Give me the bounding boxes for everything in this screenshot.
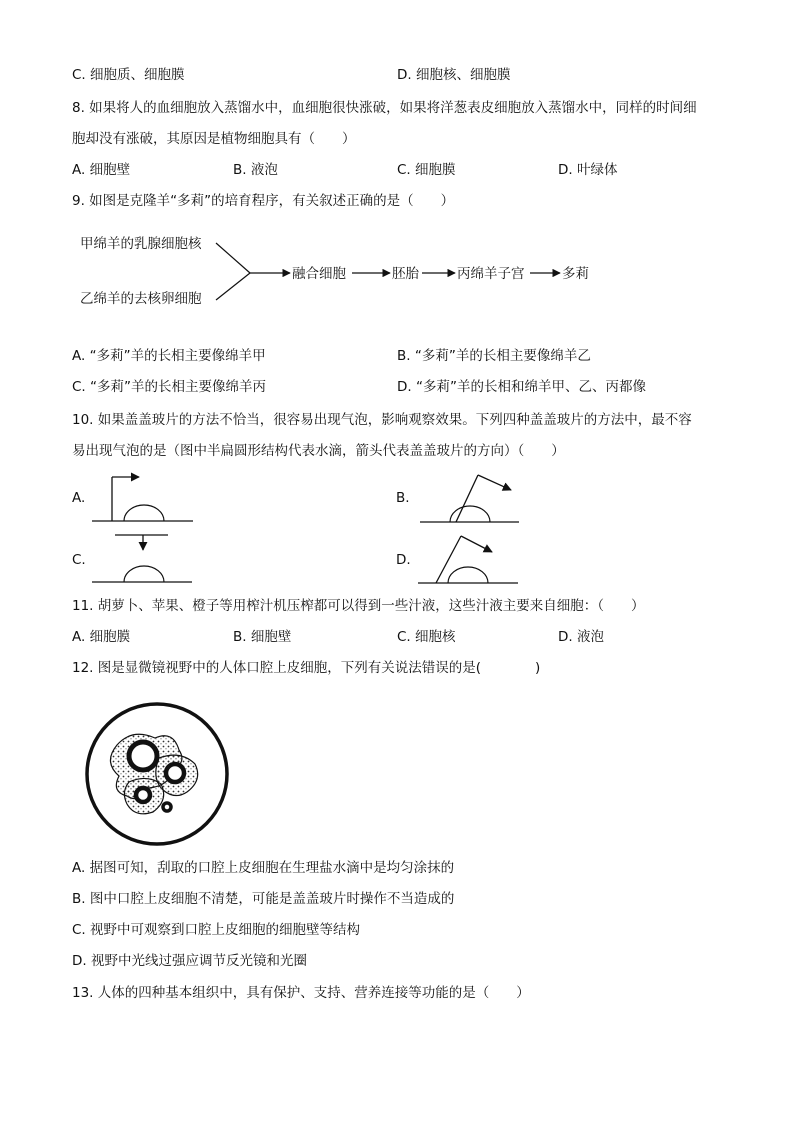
- diagram-source-2: 乙绵羊的去核卵细胞: [80, 291, 202, 307]
- q8-option-b: B. 液泡: [233, 162, 278, 178]
- q10-stem-line1: 10. 如果盖盖玻片的方法不恰当，很容易出现气泡，影响观察效果。下列四种盖盖玻片的方法中，最不容: [72, 412, 692, 428]
- q8-stem-line1: 8. 如果将人的血细胞放入蒸馏水中，血细胞很快涨破，如果将洋葱表皮细胞放入蒸馏水中，同样的时间细: [72, 100, 697, 116]
- q11-option-c: C. 细胞核: [397, 629, 456, 645]
- q9-option-d: D. “多莉”羊的长相和绵羊甲、乙、丙都像: [397, 379, 646, 395]
- q12-option-a: A. 据图可知，刮取的口腔上皮细胞在生理盐水滴中是均匀涂抹的: [72, 860, 455, 876]
- q9-option-b: B. “多莉”羊的长相主要像绵羊乙: [397, 348, 591, 364]
- q12-option-c: C. 视野中可观察到口腔上皮细胞的细胞壁等结构: [72, 922, 361, 938]
- q8-stem-line2: 胞却没有涨破，其原因是植物细胞具有（ ）: [72, 131, 356, 147]
- q7-option-c: C. 细胞质、细胞膜: [72, 67, 185, 83]
- cloning-flow-diagram: [0, 228, 794, 338]
- q13-stem: 13. 人体的四种基本组织中，具有保护、支持、营养连接等功能的是（ ）: [72, 985, 530, 1001]
- coverslip-methods-figure: [0, 468, 794, 588]
- q9-option-a: A. “多莉”羊的长相主要像绵羊甲: [72, 348, 266, 364]
- q11-option-d: D. 液泡: [558, 629, 604, 645]
- q12-option-b: B. 图中口腔上皮细胞不清楚，可能是盖盖玻片时操作不当造成的: [72, 891, 455, 907]
- diagram-step-4: 多莉: [562, 266, 589, 282]
- q12-option-d: D. 视野中光线过强应调节反光镜和光圈: [72, 953, 307, 969]
- q10-method-d-figure: [418, 536, 518, 583]
- q9-option-c: C. “多莉”羊的长相主要像绵羊丙: [72, 379, 266, 395]
- q10-method-a-figure: [92, 477, 193, 521]
- q9-stem: 9. 如图是克隆羊“多莉”的培育程序，有关叙述正确的是（ ）: [72, 193, 455, 209]
- diagram-step-2: 胚胎: [392, 266, 419, 282]
- q10-method-c-figure: [92, 535, 192, 582]
- q10-figure-label-a: A.: [72, 490, 86, 506]
- diagram-step-1: 融合细胞: [292, 266, 346, 282]
- q12-stem: 12. 图是显微镜视野中的人体口腔上皮细胞，下列有关说法错误的是( ): [72, 660, 541, 676]
- q11-stem: 11. 胡萝卜、苹果、橙子等用榨汁机压榨都可以得到一些汁液，这些汁液主要来自细胞：（ ）: [72, 598, 645, 614]
- diagram-step-3: 丙绵羊子宫: [457, 266, 525, 282]
- q10-method-b-figure: [420, 475, 519, 522]
- q7-option-d: D. 细胞核、细胞膜: [397, 67, 511, 83]
- q10-figure-label-c: C.: [72, 552, 86, 568]
- q8-option-a: A. 细胞壁: [72, 162, 131, 178]
- diagram-merge-line-bottom: [216, 273, 250, 300]
- diagram-merge-line-top: [216, 243, 250, 273]
- q8-option-d: D. 叶绿体: [558, 162, 618, 178]
- microscope-field-of-view: [77, 700, 237, 860]
- q11-option-a: A. 细胞膜: [72, 629, 131, 645]
- q10-figure-label-d: D.: [396, 552, 411, 568]
- diagram-source-1: 甲绵羊的乳腺细胞核: [80, 236, 202, 252]
- q10-stem-line2: 易出现气泡的是（图中半扁圆形结构代表水滴，箭头代表盖盖玻片的方向）（ ）: [72, 443, 565, 459]
- q10-figure-label-b: B.: [396, 490, 410, 506]
- q11-option-b: B. 细胞壁: [233, 629, 292, 645]
- q8-option-c: C. 细胞膜: [397, 162, 456, 178]
